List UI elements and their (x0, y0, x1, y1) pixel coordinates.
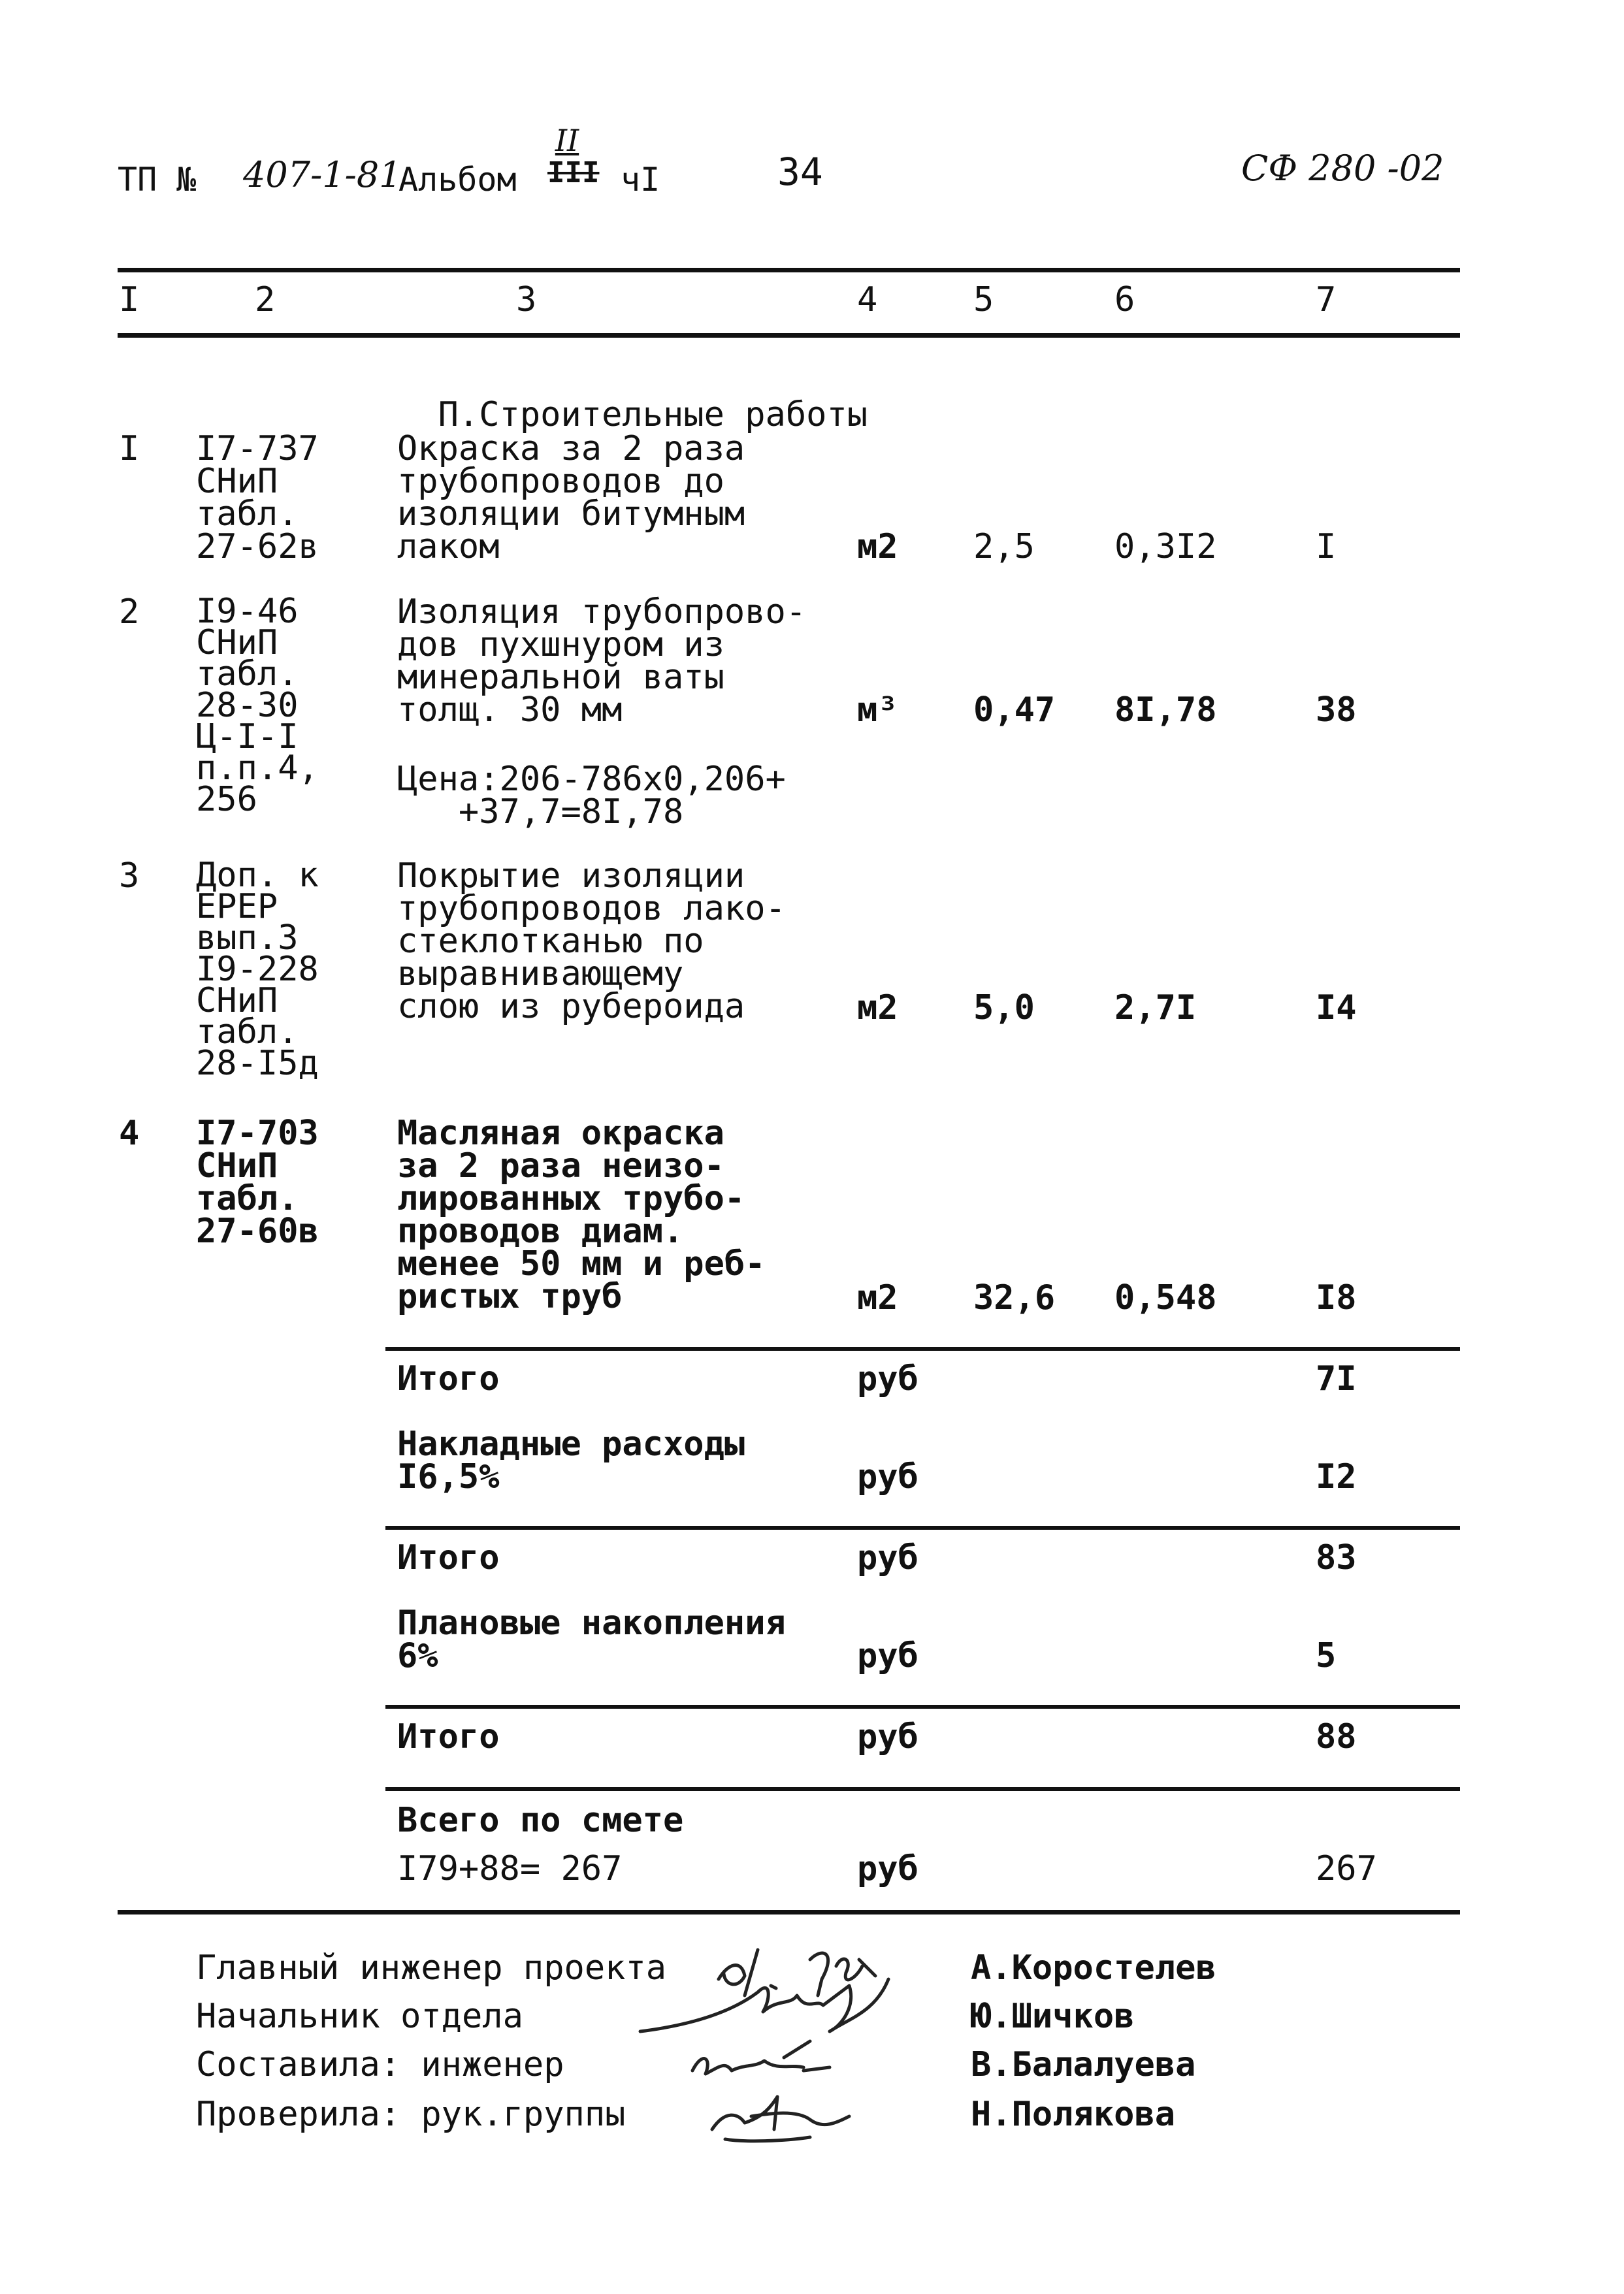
summary-1-label: Итого (397, 1359, 500, 1398)
summary-1-unit: руб (857, 1359, 918, 1398)
col-header-1: I (119, 280, 140, 319)
row-3-num: 3 (119, 856, 140, 896)
summary-6-unit: руб (857, 1849, 918, 1888)
summary-5-unit: руб (857, 1717, 918, 1756)
row-2-num: 2 (119, 592, 140, 632)
summary-4-label: Плановые накопления 6% (397, 1604, 786, 1675)
row-1-qty: 2,5 (973, 527, 1035, 566)
summary-rule-4 (385, 1787, 1460, 1791)
row-3-unit: м2 (857, 988, 898, 1027)
row-1-code: I7-737 СНиП табл. 27-62в (196, 429, 319, 566)
summary-4-value: 5 (1316, 1636, 1337, 1675)
row-2-total: 38 (1316, 690, 1357, 730)
row-4-code: I7-703 СНиП табл. 27-60в (196, 1114, 319, 1251)
signature-role-3: Составила: инженер (196, 2045, 564, 2084)
summary-2-unit: руб (857, 1457, 918, 1496)
summary-rule-3 (385, 1705, 1460, 1709)
row-3-price: 2,7I (1114, 988, 1197, 1027)
table-bottom-rule (118, 1910, 1460, 1914)
summary-6-label: Всего по смете (397, 1801, 684, 1840)
header-album-number (547, 123, 600, 189)
summary-2-value: I2 (1316, 1457, 1357, 1496)
summary-rule-2 (385, 1526, 1460, 1530)
signature-role-1: Главный инженер проекта (196, 1948, 667, 1988)
signature-name-4: Н.Полякова (971, 2095, 1176, 2134)
header-tp-number: 407-1-81 (243, 154, 402, 195)
section-title-text: П.Строительные работы (438, 395, 868, 434)
summary-3-label: Итого (397, 1538, 500, 1577)
signature-name-2: Ю.Шичков (971, 1997, 1135, 2036)
summary-6-formula: I79+88= 267 (397, 1849, 623, 1888)
handwritten-signatures (614, 1933, 980, 2156)
col-header-2: 2 (255, 280, 276, 319)
col-header-3: 3 (516, 280, 537, 319)
col-header-6: 6 (1114, 280, 1135, 319)
row-3-description: Покрытие изоляции трубопроводов лако- стеклотканью по выравнивающему слою из рубероида (397, 856, 786, 1026)
section-title (397, 366, 868, 434)
row-3-qty: 5,0 (973, 988, 1035, 1027)
row-1-total: I (1316, 527, 1337, 566)
summary-5-label: Итого (397, 1717, 500, 1756)
col-header-5: 5 (973, 280, 994, 319)
row-4-description: Масляная окраска за 2 раза неизо- лированных трубо- проводов диам. менее 50 мм и реб- ристых труб (397, 1114, 766, 1316)
summary-rule-1 (385, 1347, 1460, 1351)
row-2-unit: м³ (857, 690, 898, 730)
album-number-crossed: III (547, 156, 600, 189)
header-bottom-rule (118, 333, 1460, 338)
row-3-total: I4 (1316, 988, 1357, 1027)
col-header-4: 4 (857, 280, 878, 319)
summary-5-value: 88 (1316, 1717, 1357, 1756)
signature-name-3: В.Балалуева (971, 2045, 1196, 2084)
row-2-qty: 0,47 (973, 690, 1056, 730)
row-4-total: I8 (1316, 1278, 1357, 1317)
row-1-unit: м2 (857, 527, 898, 566)
row-1-description: Окраска за 2 раза трубопроводов до изоляции битумным лаком (397, 429, 745, 566)
row-2-price: 8I,78 (1114, 690, 1217, 730)
row-4-price: 0,548 (1114, 1278, 1217, 1317)
album-number-value: II (555, 123, 579, 158)
row-2-description: Изоляция трубопрово- дов пухшнуром из минеральной ваты толщ. 30 мм (397, 592, 807, 730)
row-1-num: I (119, 429, 140, 468)
summary-6-value: 267 (1316, 1849, 1377, 1888)
summary-1-value: 7I (1316, 1359, 1357, 1398)
row-4-unit: м2 (857, 1278, 898, 1317)
row-2-code: I9-46 СНиП табл. 28-30 Ц-I-I п.п.4, 256 (196, 592, 319, 819)
header-doc-code: СФ 280 -02 (1241, 148, 1444, 189)
header-album-label: Альбом (398, 161, 517, 199)
row-1-price: 0,3I2 (1114, 527, 1217, 566)
summary-3-unit: руб (857, 1538, 918, 1577)
row-4-num: 4 (119, 1114, 140, 1153)
summary-2-label: Накладные расходы I6,5% (397, 1425, 745, 1496)
signature-role-4: Проверила: рук.группы (196, 2095, 626, 2134)
row-3-code: Доп. к ЕРЕР вып.3 I9-228 СНиП табл. 28-I5д (196, 856, 319, 1083)
header-part: чI (621, 161, 660, 199)
header-page-number: 34 (777, 150, 823, 194)
table-top-rule (118, 268, 1460, 272)
row-2-note: Цена:206-786х0,206+ +37,7=8I,78 (397, 760, 786, 832)
signature-role-2: Начальник отдела (196, 1997, 523, 2036)
summary-4-unit: руб (857, 1636, 918, 1675)
row-4-qty: 32,6 (973, 1278, 1056, 1317)
header-tp-label: ТП № (118, 161, 197, 199)
signature-name-1: А.Коростелев (971, 1948, 1216, 1988)
summary-3-value: 83 (1316, 1538, 1357, 1577)
col-header-7: 7 (1316, 280, 1337, 319)
